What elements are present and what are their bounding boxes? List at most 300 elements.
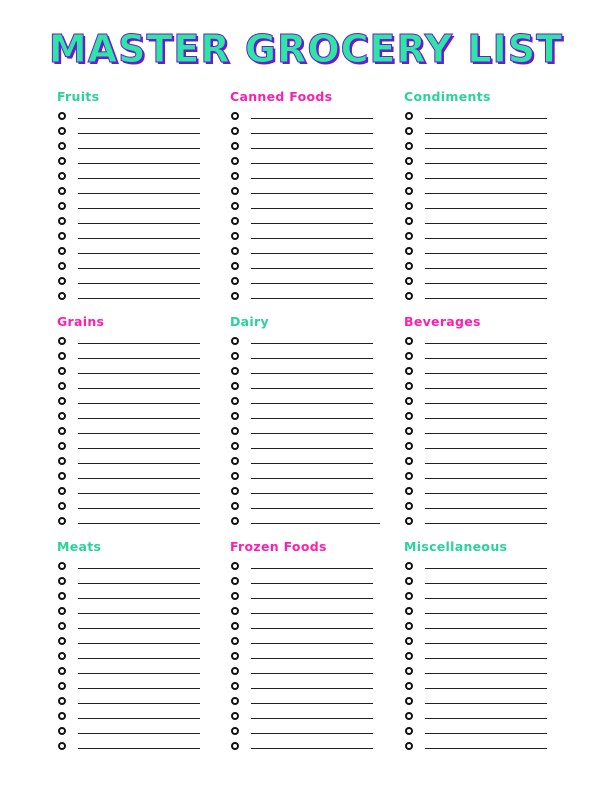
section-fruits — [57, 89, 217, 303]
write-in-line[interactable] — [78, 448, 200, 449]
checkbox-circle[interactable] — [231, 172, 239, 180]
checkbox-circle[interactable] — [58, 487, 66, 495]
checkbox-circle[interactable] — [405, 457, 413, 465]
list-item — [230, 513, 390, 528]
write-in-line[interactable] — [78, 673, 200, 674]
list-item — [404, 558, 564, 573]
write-in-line[interactable] — [425, 718, 547, 719]
write-in-line[interactable] — [425, 598, 547, 599]
checkbox-circle[interactable] — [405, 742, 413, 750]
write-in-line[interactable] — [251, 718, 373, 719]
checkbox-circle[interactable] — [58, 427, 66, 435]
checkbox-circle[interactable] — [405, 352, 413, 360]
write-in-line[interactable] — [425, 508, 547, 509]
checkbox-circle[interactable] — [405, 667, 413, 675]
write-in-line[interactable] — [425, 703, 547, 704]
checkbox-circle[interactable] — [58, 247, 66, 255]
checkbox-circle[interactable] — [231, 262, 239, 270]
write-in-line[interactable] — [78, 223, 200, 224]
write-in-line[interactable] — [425, 568, 547, 569]
write-in-line[interactable] — [251, 373, 373, 374]
checkbox-circle[interactable] — [231, 727, 239, 735]
list-item — [230, 573, 390, 588]
write-in-line[interactable] — [425, 178, 547, 179]
checkbox-circle[interactable] — [231, 112, 239, 120]
list-item — [404, 363, 564, 378]
checkbox-circle[interactable] — [58, 472, 66, 480]
checkbox-circle[interactable] — [231, 682, 239, 690]
write-in-line[interactable] — [251, 358, 373, 359]
checklist-rows — [57, 108, 217, 303]
list-item — [404, 588, 564, 603]
write-in-line[interactable] — [251, 388, 373, 389]
checkbox-circle[interactable] — [58, 232, 66, 240]
list-item — [57, 633, 217, 648]
checkbox-circle[interactable] — [58, 517, 66, 525]
write-in-line[interactable] — [78, 298, 200, 299]
write-in-line[interactable] — [425, 208, 547, 209]
checkbox-circle[interactable] — [231, 187, 239, 195]
list-item — [230, 588, 390, 603]
checkbox-circle[interactable] — [405, 397, 413, 405]
list-item — [230, 393, 390, 408]
checkbox-circle[interactable] — [231, 667, 239, 675]
section-heading-canned-foods: Canned Foods — [230, 89, 333, 104]
checkbox-circle[interactable] — [58, 217, 66, 225]
write-in-line[interactable] — [425, 673, 547, 674]
list-item — [230, 258, 390, 273]
checkbox-circle[interactable] — [231, 442, 239, 450]
checkbox-circle[interactable] — [405, 502, 413, 510]
checkbox-circle[interactable] — [231, 337, 239, 345]
write-in-line[interactable] — [78, 433, 200, 434]
write-in-line[interactable] — [78, 493, 200, 494]
checkbox-circle[interactable] — [231, 562, 239, 570]
checkbox-circle[interactable] — [231, 502, 239, 510]
checkbox-circle[interactable] — [231, 487, 239, 495]
write-in-line[interactable] — [251, 253, 373, 254]
write-in-line[interactable] — [78, 403, 200, 404]
list-item — [230, 168, 390, 183]
checkbox-circle[interactable] — [405, 607, 413, 615]
write-in-line[interactable] — [78, 178, 200, 179]
list-item — [404, 618, 564, 633]
list-item — [230, 693, 390, 708]
checkbox-circle[interactable] — [231, 712, 239, 720]
write-in-line[interactable] — [78, 463, 200, 464]
list-item — [404, 648, 564, 663]
write-in-line[interactable] — [251, 748, 373, 749]
list-item — [230, 288, 390, 303]
checkbox-circle[interactable] — [58, 397, 66, 405]
list-item — [230, 213, 390, 228]
checkbox-circle[interactable] — [405, 187, 413, 195]
list-item — [57, 393, 217, 408]
checkbox-circle[interactable] — [405, 217, 413, 225]
write-in-line[interactable] — [251, 298, 373, 299]
write-in-line[interactable] — [78, 613, 200, 614]
list-item — [57, 213, 217, 228]
checkbox-circle[interactable] — [405, 232, 413, 240]
write-in-line[interactable] — [78, 253, 200, 254]
checkbox-circle[interactable] — [58, 187, 66, 195]
checkbox-circle[interactable] — [405, 682, 413, 690]
list-item — [57, 708, 217, 723]
write-in-line[interactable] — [78, 148, 200, 149]
checkbox-circle[interactable] — [405, 202, 413, 210]
checkbox-circle[interactable] — [231, 637, 239, 645]
checkbox-circle[interactable] — [405, 727, 413, 735]
write-in-line[interactable] — [251, 658, 373, 659]
list-item — [57, 258, 217, 273]
write-in-line[interactable] — [251, 463, 373, 464]
checkbox-circle[interactable] — [58, 382, 66, 390]
write-in-line[interactable] — [78, 388, 200, 389]
list-item — [404, 408, 564, 423]
list-item — [230, 603, 390, 618]
write-in-line[interactable] — [425, 448, 547, 449]
write-in-line[interactable] — [425, 388, 547, 389]
write-in-line[interactable] — [251, 613, 373, 614]
list-item — [404, 723, 564, 738]
checkbox-circle[interactable] — [58, 262, 66, 270]
write-in-line[interactable] — [425, 733, 547, 734]
write-in-line[interactable] — [251, 418, 373, 419]
write-in-line[interactable] — [251, 598, 373, 599]
write-in-line[interactable] — [251, 148, 373, 149]
checkbox-circle[interactable] — [231, 142, 239, 150]
list-item — [404, 708, 564, 723]
checkbox-circle[interactable] — [231, 157, 239, 165]
checkbox-circle[interactable] — [405, 157, 413, 165]
write-in-line[interactable] — [78, 628, 200, 629]
write-in-line[interactable] — [425, 358, 547, 359]
checkbox-circle[interactable] — [405, 412, 413, 420]
checkbox-circle[interactable] — [58, 622, 66, 630]
checkbox-circle[interactable] — [405, 172, 413, 180]
list-item — [57, 408, 217, 423]
write-in-line[interactable] — [78, 478, 200, 479]
list-item — [230, 243, 390, 258]
write-in-line[interactable] — [425, 268, 547, 269]
write-in-line[interactable] — [251, 568, 373, 569]
write-in-line[interactable] — [251, 223, 373, 224]
write-in-line[interactable] — [425, 628, 547, 629]
checkbox-circle[interactable] — [405, 652, 413, 660]
section-heading-condiments: Condiments — [404, 89, 491, 104]
write-in-line[interactable] — [78, 133, 200, 134]
write-in-line[interactable] — [425, 583, 547, 584]
checkbox-circle[interactable] — [231, 652, 239, 660]
list-item — [230, 138, 390, 153]
checkbox-circle[interactable] — [405, 112, 413, 120]
write-in-line[interactable] — [251, 163, 373, 164]
write-in-line[interactable] — [78, 748, 200, 749]
list-item — [230, 483, 390, 498]
checkbox-circle[interactable] — [58, 742, 66, 750]
checkbox-circle[interactable] — [231, 397, 239, 405]
checkbox-circle[interactable] — [58, 697, 66, 705]
checkbox-circle[interactable] — [405, 247, 413, 255]
checkbox-circle[interactable] — [405, 277, 413, 285]
list-item — [230, 678, 390, 693]
write-in-line[interactable] — [78, 718, 200, 719]
list-item — [404, 108, 564, 123]
write-in-line[interactable] — [78, 583, 200, 584]
write-in-line[interactable] — [425, 298, 547, 299]
section-beverages — [404, 314, 564, 528]
checkbox-circle[interactable] — [405, 562, 413, 570]
write-in-line[interactable] — [251, 493, 373, 494]
write-in-line[interactable] — [425, 148, 547, 149]
list-item — [230, 738, 390, 753]
list-item — [57, 228, 217, 243]
write-in-line[interactable] — [425, 163, 547, 164]
write-in-line[interactable] — [425, 373, 547, 374]
write-in-line[interactable] — [78, 598, 200, 599]
list-item — [230, 408, 390, 423]
write-in-line[interactable] — [78, 193, 200, 194]
checkbox-circle[interactable] — [405, 337, 413, 345]
checkbox-circle[interactable] — [58, 292, 66, 300]
checkbox-circle[interactable] — [58, 577, 66, 585]
write-in-line[interactable] — [251, 478, 373, 479]
list-item — [404, 603, 564, 618]
checkbox-circle[interactable] — [58, 202, 66, 210]
write-in-line[interactable] — [425, 493, 547, 494]
write-in-line[interactable] — [78, 238, 200, 239]
checkbox-circle[interactable] — [231, 217, 239, 225]
write-in-line[interactable] — [425, 283, 547, 284]
checkbox-circle[interactable] — [58, 112, 66, 120]
checkbox-circle[interactable] — [231, 202, 239, 210]
checkbox-circle[interactable] — [231, 232, 239, 240]
write-in-line[interactable] — [78, 373, 200, 374]
write-in-line[interactable] — [425, 253, 547, 254]
checkbox-circle[interactable] — [231, 607, 239, 615]
write-in-line[interactable] — [251, 193, 373, 194]
write-in-line[interactable] — [425, 343, 547, 344]
checkbox-circle[interactable] — [58, 607, 66, 615]
write-in-line[interactable] — [425, 403, 547, 404]
list-item — [404, 138, 564, 153]
write-in-line[interactable] — [251, 448, 373, 449]
list-item — [57, 123, 217, 138]
checkbox-circle[interactable] — [58, 442, 66, 450]
write-in-line[interactable] — [78, 508, 200, 509]
checkbox-circle[interactable] — [231, 742, 239, 750]
write-in-line[interactable] — [425, 643, 547, 644]
write-in-line[interactable] — [425, 463, 547, 464]
checkbox-circle[interactable] — [231, 592, 239, 600]
checkbox-circle[interactable] — [231, 457, 239, 465]
list-item — [57, 363, 217, 378]
write-in-line[interactable] — [78, 658, 200, 659]
checkbox-circle[interactable] — [58, 682, 66, 690]
list-item — [57, 168, 217, 183]
list-item — [404, 333, 564, 348]
checkbox-circle[interactable] — [231, 697, 239, 705]
write-in-line[interactable] — [78, 733, 200, 734]
checklist-rows — [404, 108, 564, 303]
checklist-rows — [404, 558, 564, 753]
checkbox-circle[interactable] — [405, 367, 413, 375]
checkbox-circle[interactable] — [405, 142, 413, 150]
list-item — [230, 423, 390, 438]
write-in-line[interactable] — [425, 238, 547, 239]
list-item — [404, 258, 564, 273]
list-item — [230, 108, 390, 123]
write-in-line[interactable] — [425, 613, 547, 614]
list-item — [404, 678, 564, 693]
checkbox-circle[interactable] — [58, 727, 66, 735]
checkbox-circle[interactable] — [231, 352, 239, 360]
list-item — [230, 378, 390, 393]
checkbox-circle[interactable] — [231, 622, 239, 630]
write-in-line[interactable] — [251, 643, 373, 644]
checkbox-circle[interactable] — [405, 382, 413, 390]
checkbox-circle[interactable] — [405, 622, 413, 630]
write-in-line[interactable] — [425, 523, 547, 524]
checklist-rows — [230, 333, 390, 528]
checkbox-circle[interactable] — [58, 562, 66, 570]
write-in-line[interactable] — [251, 628, 373, 629]
checkbox-circle[interactable] — [58, 637, 66, 645]
write-in-line[interactable] — [251, 688, 373, 689]
checkbox-circle[interactable] — [231, 412, 239, 420]
list-item — [57, 198, 217, 213]
write-in-line[interactable] — [425, 478, 547, 479]
checkbox-circle[interactable] — [405, 442, 413, 450]
list-item — [57, 648, 217, 663]
write-in-line[interactable] — [78, 418, 200, 419]
write-in-line[interactable] — [251, 508, 373, 509]
checkbox-circle[interactable] — [58, 667, 66, 675]
list-item — [230, 468, 390, 483]
write-in-line[interactable] — [78, 163, 200, 164]
section-heading-grains: Grains — [57, 314, 105, 329]
list-item — [230, 198, 390, 213]
checkbox-circle[interactable] — [231, 517, 239, 525]
checkbox-circle[interactable] — [405, 577, 413, 585]
write-in-line[interactable] — [251, 208, 373, 209]
checkbox-circle[interactable] — [231, 367, 239, 375]
write-in-line[interactable] — [78, 703, 200, 704]
list-item — [404, 183, 564, 198]
checkbox-circle[interactable] — [58, 127, 66, 135]
checkbox-circle[interactable] — [405, 292, 413, 300]
checkbox-circle[interactable] — [58, 337, 66, 345]
checkbox-circle[interactable] — [405, 262, 413, 270]
list-item — [57, 663, 217, 678]
write-in-line[interactable] — [425, 193, 547, 194]
write-in-line[interactable] — [425, 433, 547, 434]
checkbox-circle[interactable] — [231, 247, 239, 255]
write-in-line[interactable] — [251, 403, 373, 404]
checkbox-circle[interactable] — [405, 592, 413, 600]
page-title: MASTER GROCERY LIST — [48, 27, 564, 71]
checkbox-circle[interactable] — [58, 277, 66, 285]
write-in-line[interactable] — [78, 268, 200, 269]
checkbox-circle[interactable] — [405, 487, 413, 495]
write-in-line[interactable] — [78, 283, 200, 284]
write-in-line[interactable] — [251, 283, 373, 284]
checkbox-circle[interactable] — [405, 472, 413, 480]
list-item — [404, 738, 564, 753]
checkbox-circle[interactable] — [58, 652, 66, 660]
write-in-line[interactable] — [78, 688, 200, 689]
list-item — [404, 498, 564, 513]
write-in-line[interactable] — [78, 523, 200, 524]
checkbox-circle[interactable] — [231, 427, 239, 435]
write-in-line[interactable] — [425, 118, 547, 119]
checkbox-circle[interactable] — [405, 712, 413, 720]
checkbox-circle[interactable] — [231, 577, 239, 585]
write-in-line[interactable] — [251, 433, 373, 434]
list-item — [404, 288, 564, 303]
checkbox-circle[interactable] — [58, 367, 66, 375]
write-in-line[interactable] — [251, 673, 373, 674]
write-in-line[interactable] — [78, 208, 200, 209]
checkbox-circle[interactable] — [58, 142, 66, 150]
list-item — [57, 273, 217, 288]
write-in-line[interactable] — [78, 568, 200, 569]
write-in-line[interactable] — [425, 133, 547, 134]
checkbox-circle[interactable] — [58, 712, 66, 720]
checkbox-circle[interactable] — [58, 157, 66, 165]
checkbox-circle[interactable] — [58, 502, 66, 510]
write-in-line[interactable] — [78, 343, 200, 344]
write-in-line[interactable] — [251, 703, 373, 704]
write-in-line[interactable] — [251, 523, 380, 524]
write-in-line[interactable] — [78, 118, 200, 119]
write-in-line[interactable] — [251, 133, 373, 134]
checkbox-circle[interactable] — [405, 637, 413, 645]
write-in-line[interactable] — [425, 748, 547, 749]
checkbox-circle[interactable] — [405, 427, 413, 435]
checkbox-circle[interactable] — [58, 412, 66, 420]
write-in-line[interactable] — [425, 688, 547, 689]
list-item — [404, 378, 564, 393]
list-item — [230, 618, 390, 633]
checkbox-circle[interactable] — [231, 382, 239, 390]
write-in-line[interactable] — [251, 178, 373, 179]
write-in-line[interactable] — [251, 238, 373, 239]
write-in-line[interactable] — [425, 658, 547, 659]
write-in-line[interactable] — [425, 418, 547, 419]
write-in-line[interactable] — [251, 343, 373, 344]
checkbox-circle[interactable] — [58, 457, 66, 465]
write-in-line[interactable] — [251, 733, 373, 734]
write-in-line[interactable] — [78, 643, 200, 644]
write-in-line[interactable] — [251, 268, 373, 269]
write-in-line[interactable] — [251, 118, 373, 119]
checkbox-circle[interactable] — [58, 172, 66, 180]
checkbox-circle[interactable] — [231, 277, 239, 285]
checkbox-circle[interactable] — [405, 127, 413, 135]
checkbox-circle[interactable] — [405, 697, 413, 705]
write-in-line[interactable] — [251, 583, 373, 584]
checkbox-circle[interactable] — [231, 472, 239, 480]
checkbox-circle[interactable] — [58, 352, 66, 360]
write-in-line[interactable] — [78, 358, 200, 359]
write-in-line[interactable] — [425, 223, 547, 224]
checkbox-circle[interactable] — [405, 517, 413, 525]
list-item — [57, 693, 217, 708]
checkbox-circle[interactable] — [231, 127, 239, 135]
checkbox-circle[interactable] — [231, 292, 239, 300]
checkbox-circle[interactable] — [58, 592, 66, 600]
